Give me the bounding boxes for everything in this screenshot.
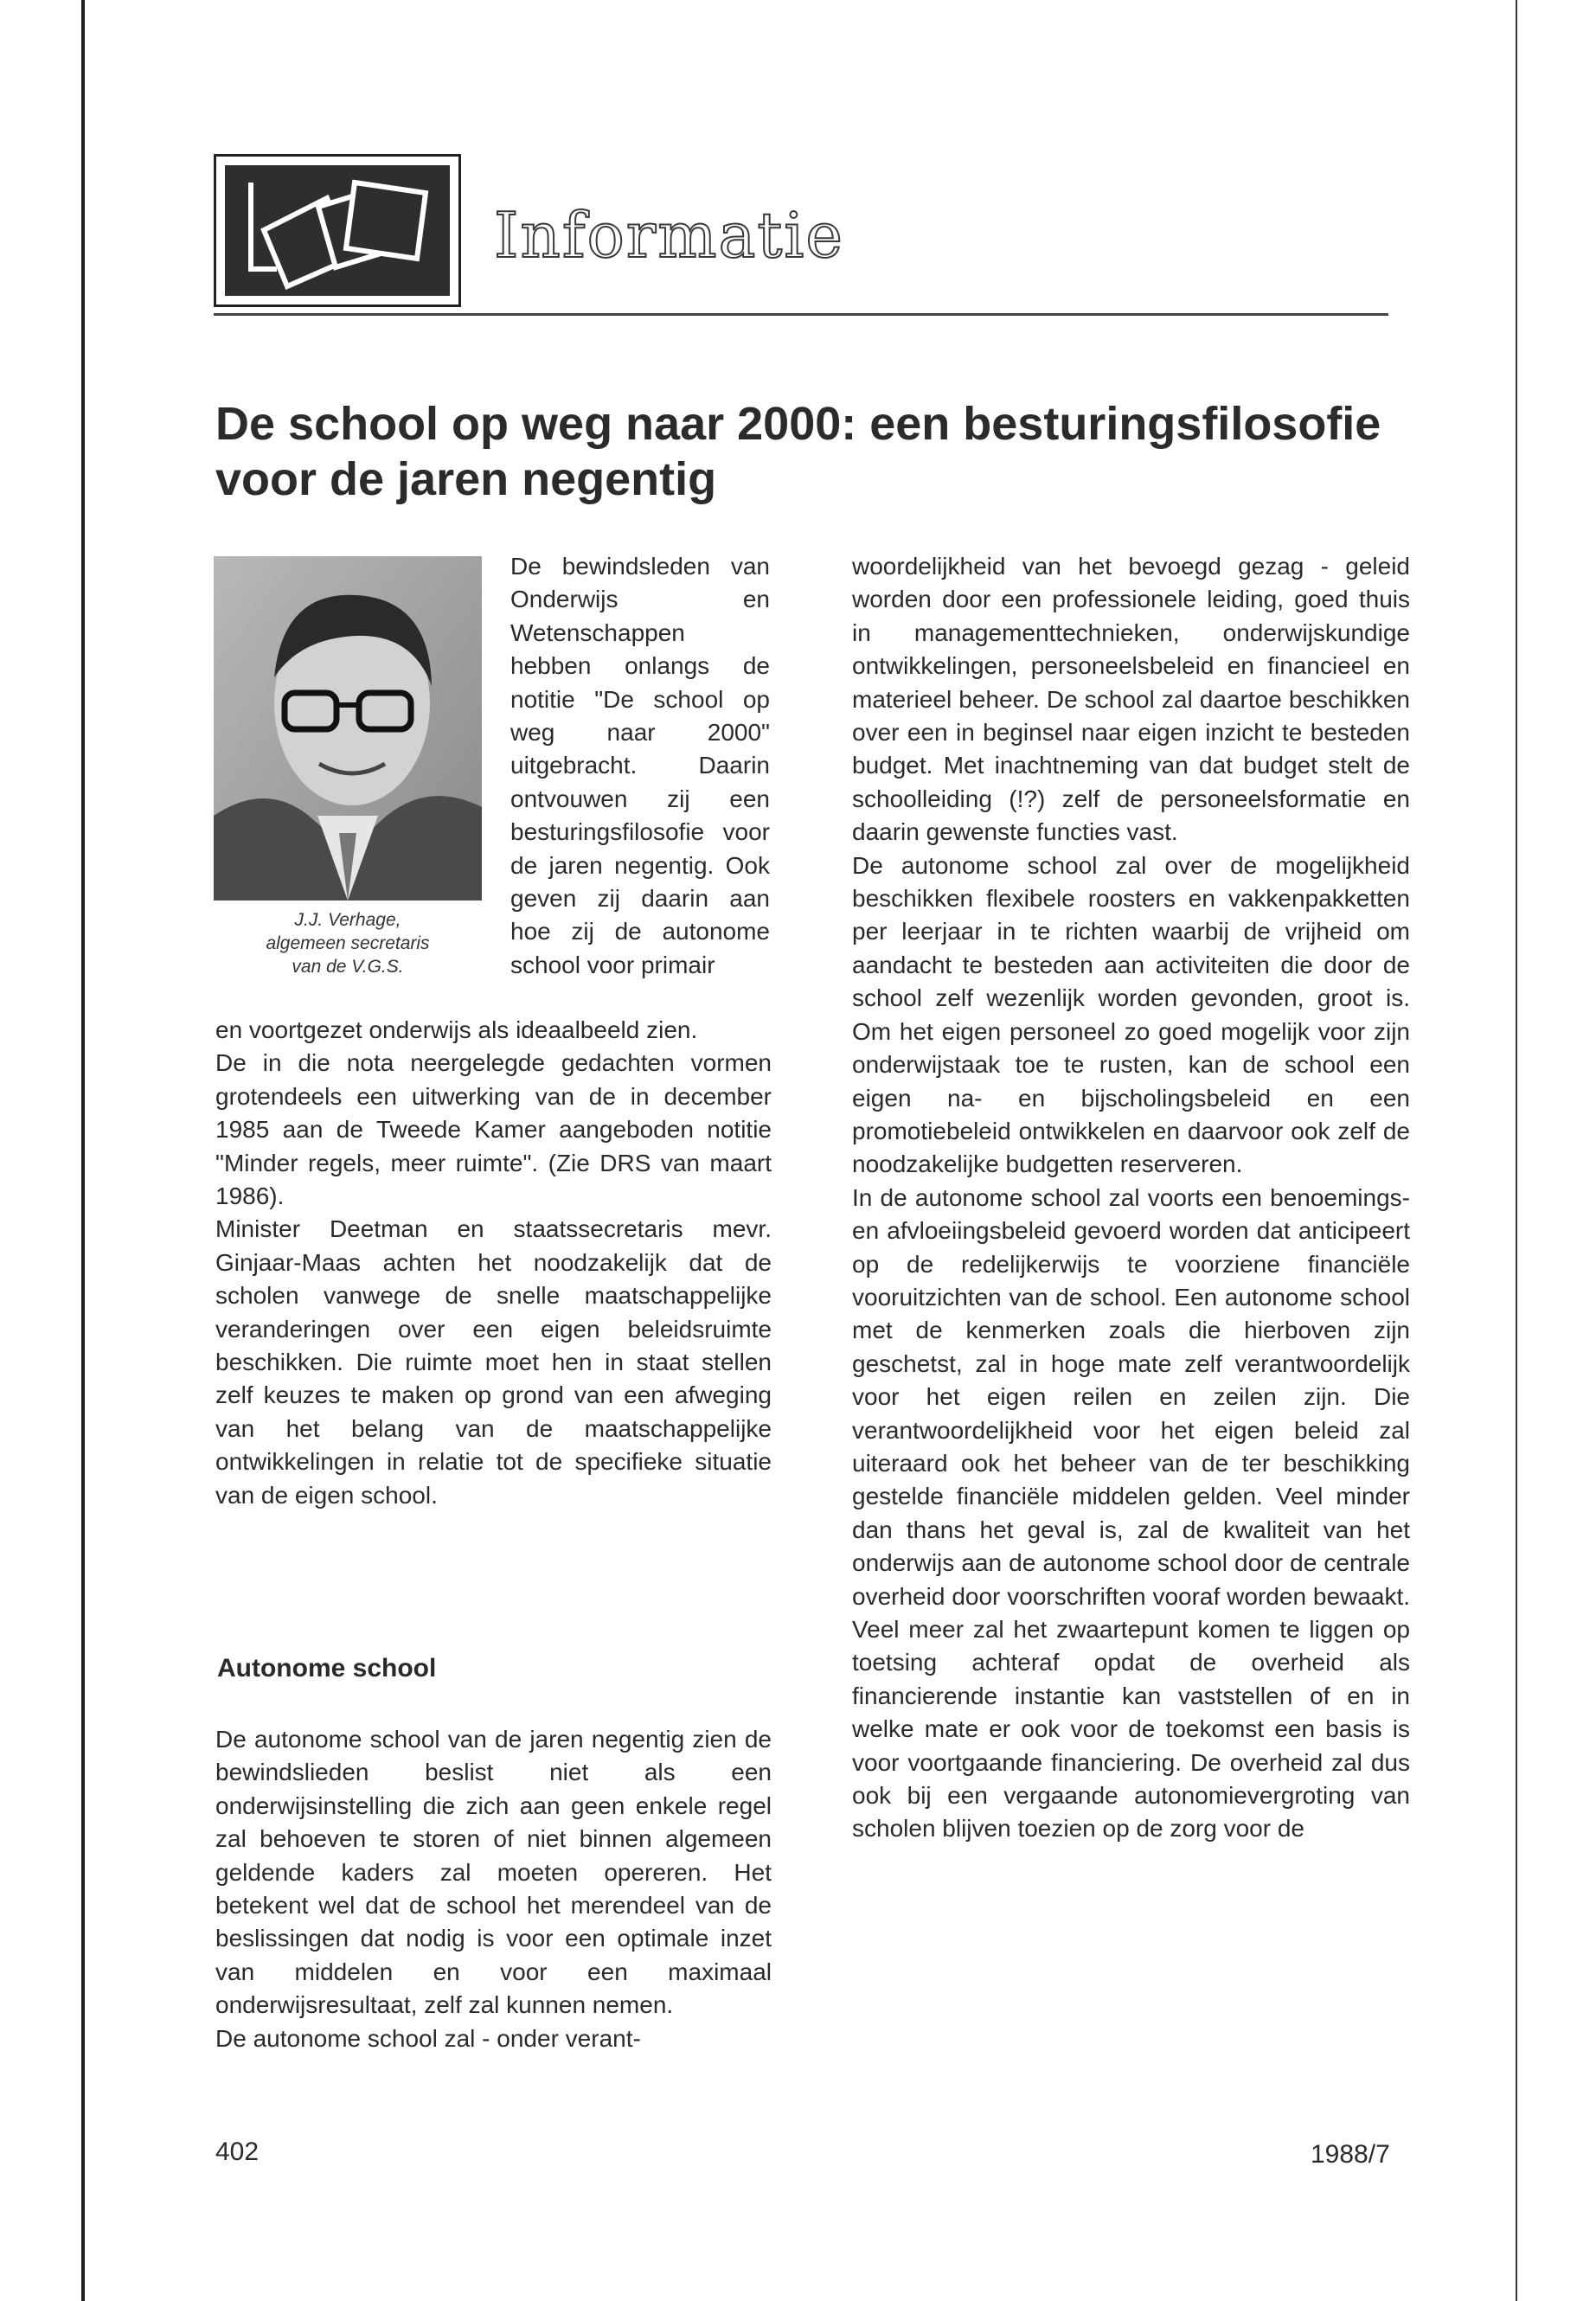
scan-border-left <box>81 0 85 2301</box>
page-number: 402 <box>215 2138 260 2166</box>
body-paragraph: woordelijkheid van het bevoegd gezag - geleid worden door een professionele leiding, goed thuis in managementtechnieken, onderwijskundige ontwikkelingen, personeelsbeleid en financieel en materieel beheer. De school zal daartoe beschikken over een in beginsel naar eigen inzicht te besteden budget. Met inachtneming van dat budget stelt de schoolleiding (!?) zelf de personeelsformatie en daarin gewenste functies vast. <box>852 553 1410 846</box>
stacked-papers-icon <box>225 165 450 296</box>
intro-column <box>510 550 770 982</box>
caption-org: van de V.G.S. <box>292 957 404 977</box>
section-logo <box>214 154 461 307</box>
section-rule <box>214 313 1388 316</box>
body-paragraph: De autonome school van de jaren negentig zien de bewindslieden beslist niet als een onderwijsinstelling die zich aan geen enkele regel zal behoeven te storen of niet binnen algemeen geldende kaders zal moeten opereren. Het betekent wel dat de school het merendeel van de beslissingen dat nodig is voor een optimale inzet van middelen en voor een maximaal onderwijsresultaat, zelf zal kunnen nemen. <box>215 1726 772 2019</box>
body-paragraph: De autonome school zal over de mogelijkheid beschikken flexibele roosters en vakkenpakketten per leerjaar in te richten waarbij de vrijheid om aandacht te besteden aan activiteiten die door de school zelf wezenlijk worden gevonden, groot is. Om het eigen personeel zo goed mogelijk voor zijn onderwijstaak toe te rusten, kan de school een eigen na- en bijscholingsbeleid en een promotiebeleid ontwikkelen en daarvoor ook zelf de noodzakelijke budgetten reserveren. <box>852 851 1410 1178</box>
caption-name: J.J. Verhage, <box>294 910 401 930</box>
author-photo <box>214 556 482 901</box>
right-column <box>852 550 1410 1846</box>
scan-border-right <box>1516 0 1517 2301</box>
left-column <box>215 1014 772 1512</box>
section-label: Informatie <box>494 199 844 272</box>
intro-continued: en voortgezet onderwijs als ideaalbeeld zien. <box>215 1016 698 1043</box>
body-paragraph: De in die nota neergelegde gedachten vormen grotendeels een uitwerking van de in december 1985 aan de Tweede Kamer aangeboden notitie "Minder regels, meer ruimte". (Zie DRS van maart 1986). <box>215 1049 772 1210</box>
body-paragraph: De autonome school zal - onder verant- <box>215 2024 641 2052</box>
left-column-bottom <box>215 1723 772 2055</box>
body-paragraph: In de autonome school zal voorts een benoemings- en afvloeiingsbeleid gevoerd worden dat anticipeert op de redelijkerwijs te voorziene financiële vooruitzichten van de school. Een autonome school met de kenmerken zoals die hierboven zijn geschetst, zal in hoge mate zelf verantwoordelijk voor het eigen reilen en zeilen zijn. Die verantwoordelijkheid voor het eigen beleid zal uiteraard ook het beheer van de ter beschikking gestelde financiële middelen gelden. Veel minder dan thans het geval is, zal de kwaliteit van het onderwijs aan de autonome school door de centrale overheid door voorschriften vooraf worden bewaakt. Veel meer zal het zwaartepunt komen te liggen op toetsing achteraf opdat de overheid als financierende instantie kan vaststellen of en in welke mate er ook voor de toekomst een basis is voor voortgaande financiering. De overheid zal dus ook bij een vergaande autonomievergroting van scholen blijven toezien op de zorg voor de <box>852 1183 1410 1843</box>
intro-paragraph: De bewindsleden van Onderwijs en Wetenschappen hebben onlangs de notitie "De school op weg naar 2000" uitgebracht. Daarin ontvouwen zij een besturingsfilosofie voor de jaren negentig. Ook geven zij daarin aan hoe zij de autonome school voor primair <box>510 553 770 978</box>
caption-role: algemeen secretaris <box>266 933 430 953</box>
article-title: De school op weg naar 2000: een besturingsfilosofie voor de jaren negentig <box>215 398 1381 505</box>
issue-number: 1988/7 <box>1311 2140 1390 2169</box>
photo-caption <box>214 908 482 978</box>
subheading-autonome-school: Autonome school <box>217 1654 437 1682</box>
body-paragraph: Minister Deetman en staatssecretaris mevr. Ginjaar-Maas achten het noodzakelijk dat de scholen vanwege de snelle maatschappelijke veranderingen over een eigen beleidsruimte beschikken. Die ruimte moet hen in staat stellen zelf keuzes te maken op grond van een afweging van het belang van de maatschappelijke ontwikkelingen in relatie tot de specifieke situatie van de eigen school. <box>215 1215 772 1509</box>
